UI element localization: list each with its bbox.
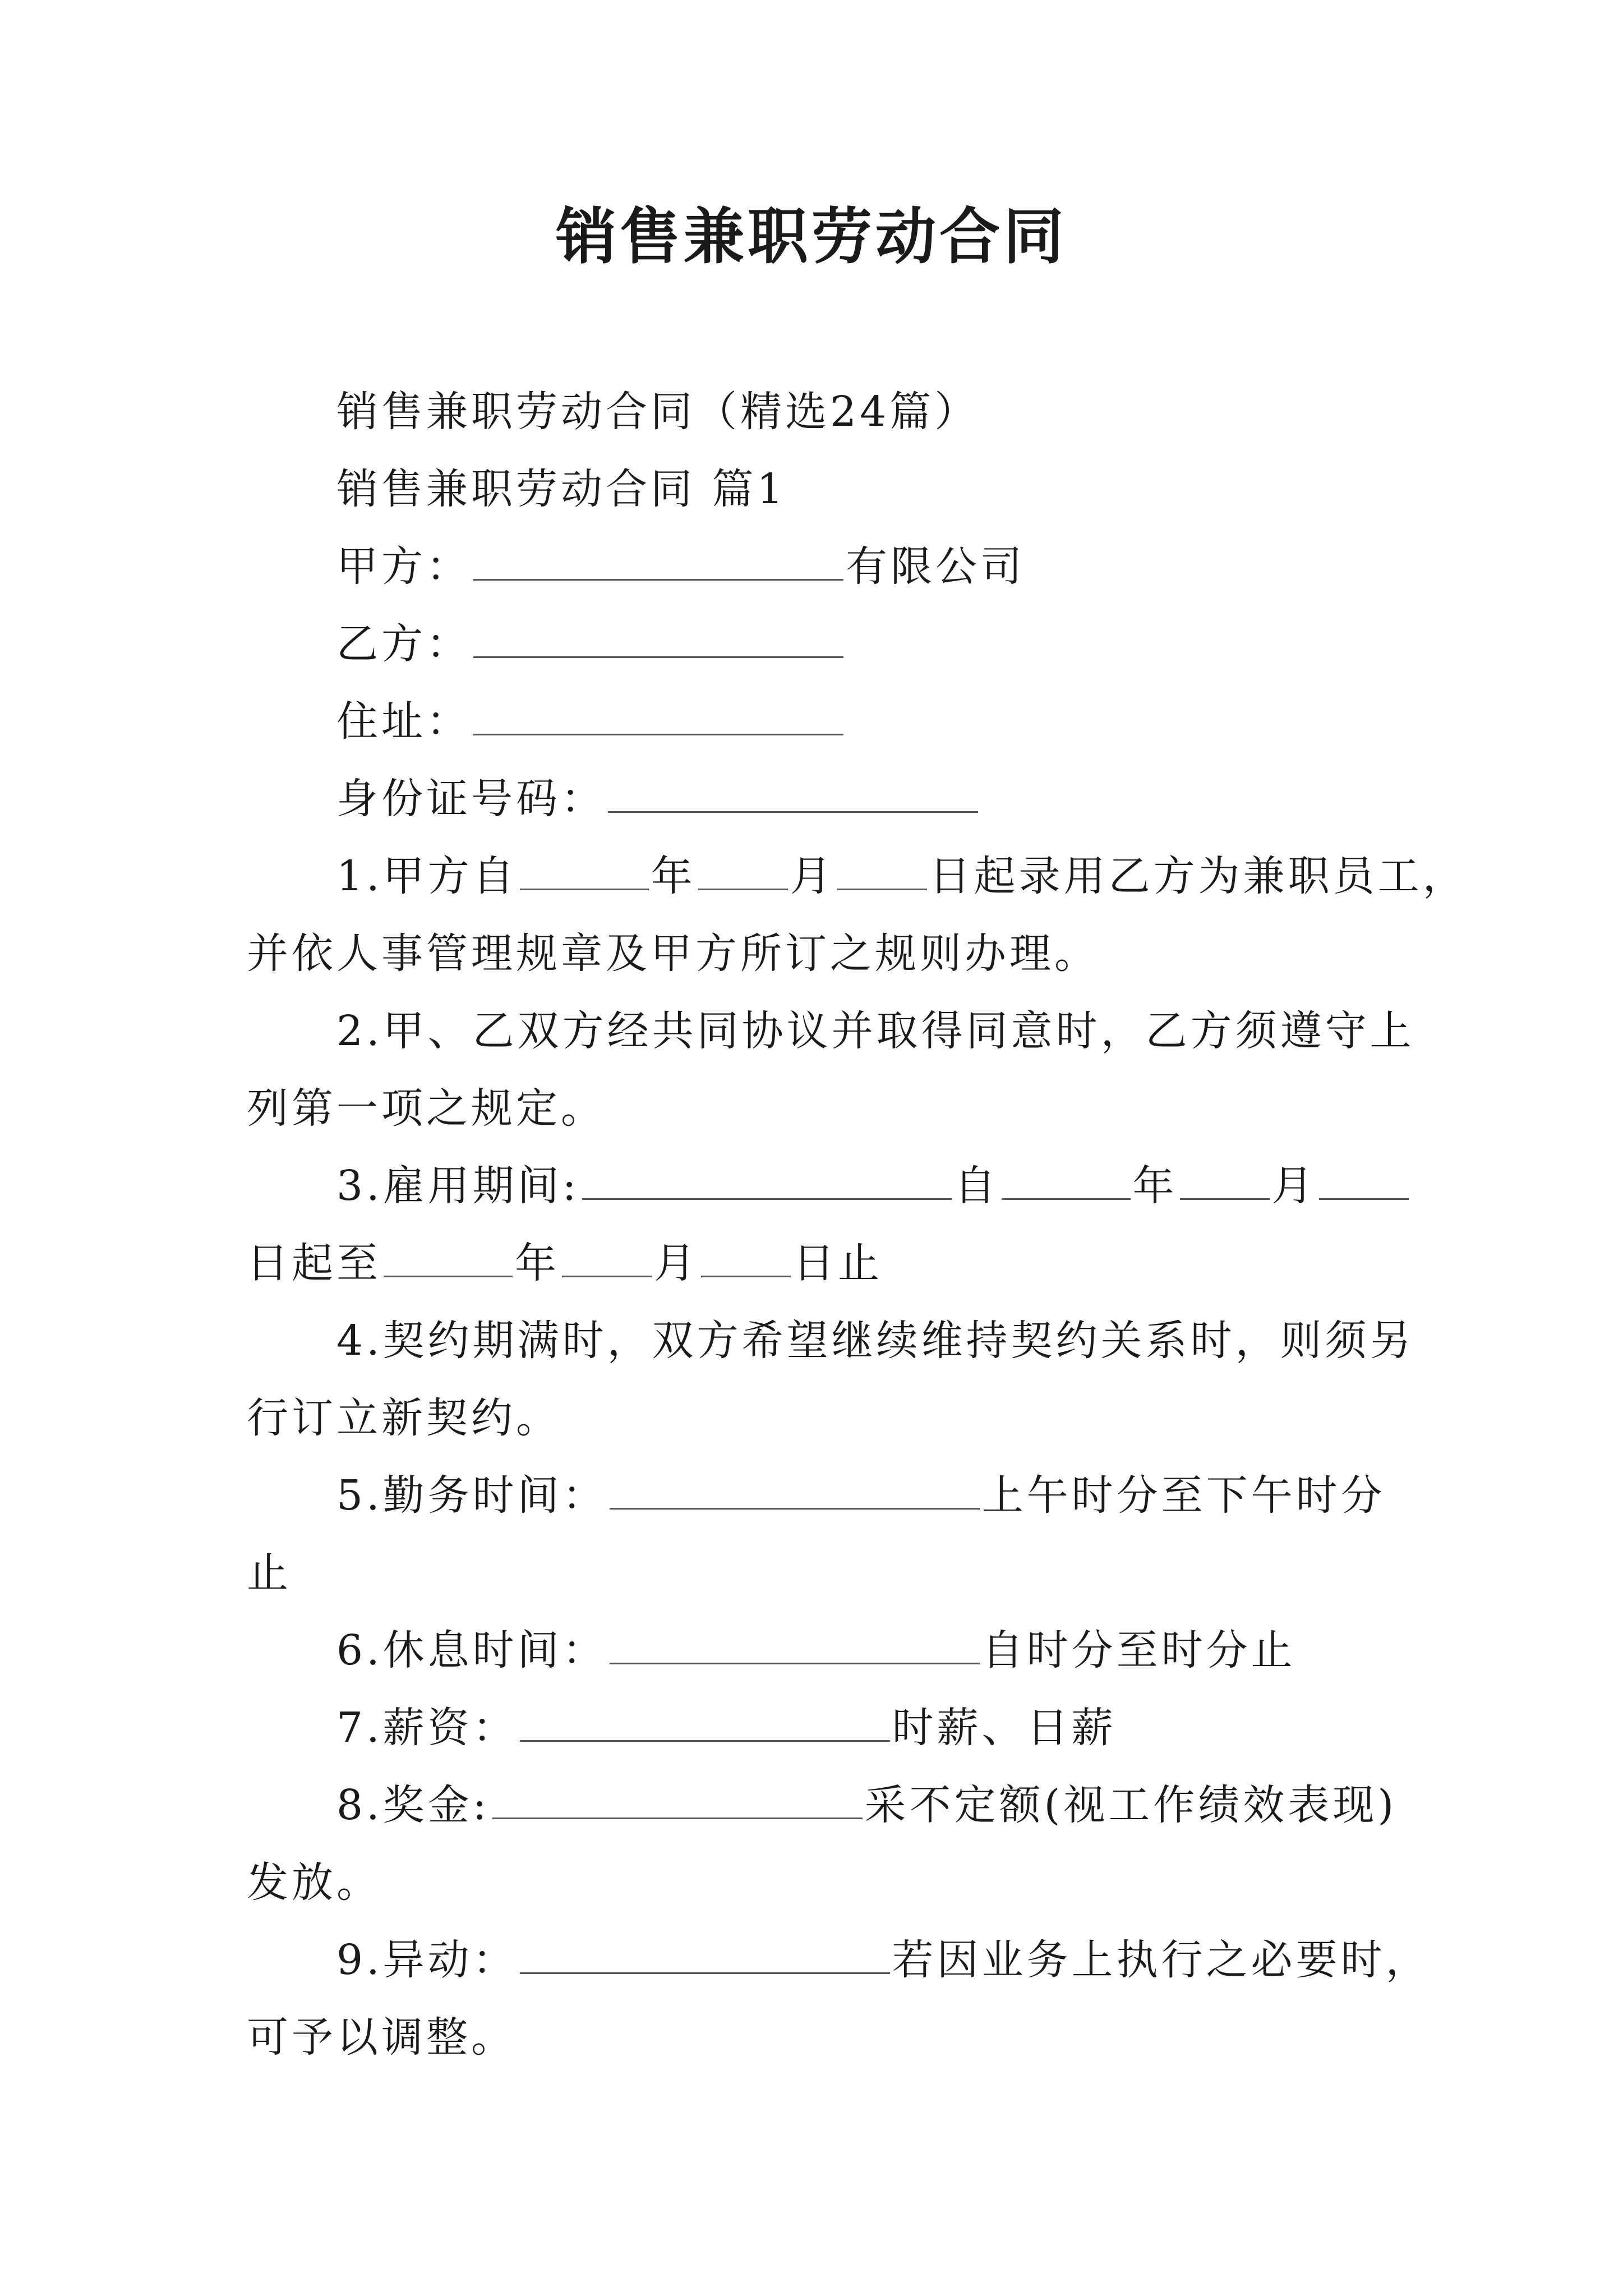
clause-5-line — [336, 1467, 1386, 1524]
clause-5-blank — [610, 1469, 980, 1510]
clause-2-line: 2.甲、乙双方经共同协议并取得同意时，乙方须遵守上 — [336, 1007, 1415, 1055]
party-b-line — [336, 616, 846, 672]
address-blank — [473, 694, 843, 735]
clause-3-from: 自 — [954, 1162, 999, 1210]
clause-7-text: 时薪、日薪 — [892, 1704, 1117, 1752]
clause-6-text: 自时分至时分止 — [981, 1626, 1296, 1674]
clause-4-line: 4.契约期满时，双方希望继续维持契约关系时，则须另 — [336, 1317, 1415, 1365]
section-heading: 销售兼职劳动合同 篇1 — [336, 465, 787, 513]
clause-8-line — [336, 1777, 1397, 1833]
id-number-label: 身份证号码： — [336, 775, 606, 823]
clause-5-label: 5.勤务时间： — [336, 1471, 607, 1520]
clause-3-end-day-blank — [701, 1236, 791, 1277]
clause-3-end-label: 日止 — [793, 1239, 883, 1287]
clause-3-end-month-blank — [562, 1236, 652, 1277]
clause-3-year-label: 年 — [1132, 1162, 1178, 1210]
clause-3-month-blank — [1180, 1159, 1270, 1200]
document-title: 销售兼职劳动合同 — [555, 201, 1067, 272]
clause-9-blank — [520, 1933, 890, 1974]
clause-3-day-blank — [1319, 1159, 1409, 1200]
clause-3-line — [336, 1158, 1411, 1214]
clause-3-end-month-label: 月 — [654, 1239, 699, 1287]
clause-5-cont: 止 — [247, 1549, 292, 1597]
clause-5-text: 上午时分至下午时分 — [981, 1471, 1386, 1520]
clause-1-cont: 并依人事管理规章及甲方所订之规则办理。 — [247, 930, 1099, 978]
party-b-label: 乙方： — [336, 620, 471, 668]
party-a-blank — [473, 540, 843, 581]
address-line — [336, 693, 846, 749]
clause-4-cont: 行订立新契约。 — [247, 1394, 561, 1442]
clause-8-blank — [492, 1778, 863, 1819]
clause-3-year-blank — [1002, 1159, 1131, 1200]
clause-3-to: 日起至 — [247, 1239, 381, 1287]
clause-3-period-blank — [582, 1159, 952, 1200]
party-a-label: 甲方： — [336, 542, 471, 591]
clause-7-blank — [520, 1701, 890, 1742]
id-number-line — [336, 771, 980, 827]
clause-1-year-label: 年 — [651, 852, 696, 900]
clause-3-label: 3.雇用期间: — [336, 1162, 580, 1210]
clause-7-line — [336, 1700, 1117, 1756]
clause-1-text: 1.甲方自 — [336, 852, 518, 900]
id-number-blank — [608, 772, 978, 813]
clause-8-text: 采不定额(视工作绩效表现) — [864, 1781, 1398, 1829]
clause-2-cont: 列第一项之规定。 — [247, 1084, 606, 1133]
clause-1-line — [336, 848, 1468, 904]
clause-9-cont: 可予以调整。 — [247, 2013, 516, 2062]
clause-6-line — [336, 1622, 1296, 1678]
address-label: 住址： — [336, 697, 471, 746]
clause-3-end-year-label: 年 — [515, 1239, 560, 1287]
clause-9-label: 9.异动： — [336, 1936, 518, 1984]
clause-7-label: 7.薪资： — [336, 1704, 518, 1752]
party-a-suffix: 有限公司 — [846, 542, 1025, 591]
party-a-line — [336, 539, 1025, 595]
clause-3-month-label: 月 — [1271, 1162, 1317, 1210]
clause-3-end-year-blank — [384, 1236, 513, 1277]
clause-8-cont: 发放。 — [247, 1858, 381, 1907]
clause-1-year-blank — [520, 849, 649, 890]
party-b-blank — [473, 617, 843, 658]
clause-9-line — [336, 1932, 1431, 1988]
clause-3-cont — [247, 1235, 883, 1291]
subtitle: 销售兼职劳动合同（精选24篇） — [336, 388, 980, 436]
clause-1-month-blank — [698, 849, 788, 890]
clause-6-blank — [610, 1623, 980, 1664]
clause-9-text: 若因业务上执行之必要时， — [892, 1936, 1431, 1984]
clause-6-label: 6.休息时间： — [336, 1626, 607, 1674]
clause-8-label: 8.奖金: — [336, 1781, 490, 1829]
clause-1-day-blank — [837, 849, 927, 890]
clause-1-text-end: 日起录用乙方为兼职员工， — [929, 852, 1468, 900]
clause-1-month-label: 月 — [790, 852, 835, 900]
